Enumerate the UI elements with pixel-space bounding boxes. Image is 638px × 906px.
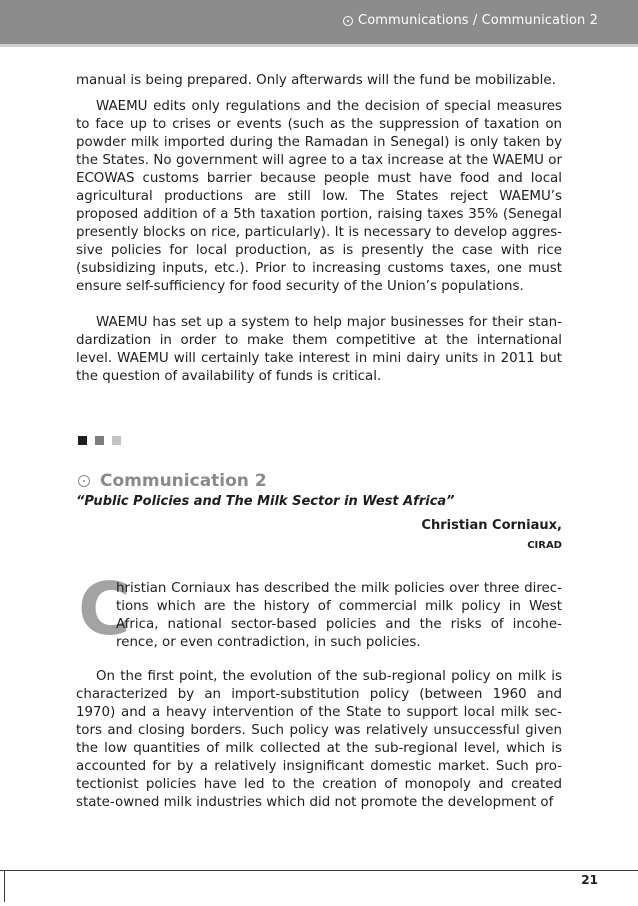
square-dark-icon (78, 436, 87, 445)
article-paragraph-1 (76, 567, 562, 652)
author-affiliation: CIRAD (527, 540, 562, 551)
intro-paragraph-2: WAEMU edits only regulations and the decision of special measures to face up to crises or events (such as the suppression of taxation on powder milk imported during the Ramadan in Senegal) is only taken by the States. No government will agree to a tax increase at the WAEMU or ECOWAS customs barrier because people must have food and local agricultural productions are still low. The States reject WAEMU’s proposed addition of a 5th taxation portion, raising taxes 35% (Senegal presently blocks on rice, particularly). It is necessary to develop aggres-sive policies for local production, as is presently the case with rice (subsidizing inputs, etc.). Prior to increasing customs taxes, one must ensure self-sufficiency for food security of the Union’s populations. (76, 99, 562, 294)
section-title: Communication 2 (100, 471, 267, 491)
author-name: Christian Corniaux, (421, 518, 562, 533)
drop-cap: C (78, 567, 131, 651)
drop-cap-spacer (76, 580, 116, 642)
intro-paragraph-3: WAEMU has set up a system to help major businesses for their stan-dardization in order to make them competitive at the international level. WAEMU will certainly take interest in mini dairy units in 2011 but the question of availability of funds is critical. (76, 315, 562, 384)
footer-rule (0, 870, 638, 871)
intro-paragraph-1: manual is being prepared. Only afterwards will the fund be mobilizable. (76, 73, 556, 88)
square-light-icon (112, 436, 121, 445)
decorative-squares (78, 436, 121, 445)
footer-tick (4, 870, 5, 902)
running-title: Communications / Communication 2 (358, 13, 598, 28)
section-heading (78, 471, 267, 491)
circle-bullet-icon (78, 475, 90, 487)
running-header (343, 13, 598, 28)
square-mid-icon (95, 436, 104, 445)
circle-bullet-icon (343, 16, 353, 26)
section-subtitle: “Public Policies and The Milk Sector in West Africa” (76, 494, 455, 509)
article-paragraph-2: On the first point, the evolution of the sub-regional policy on milk is characterized by an import-substitution policy (between 1960 and 1970) and a heavy intervention of the State to support local milk sec-tors and closing borders. Such policy was relatively unsuccessful given the low quantities of milk collected at the sub-regional level, which is accounted for by a relatively insignificant domestic market. Such pro-tectionist policies have led to the creation of monopoly and created state-owned milk industries which did not promote the development of (76, 669, 562, 810)
page-number: 21 (581, 873, 598, 887)
article-paragraph-1-text: hristian Corniaux has described the milk policies over three direc-tions which are the history of commercial milk policy in West Africa, national sector-based policies and the risks of incohe-rence, or even contradiction, in such policies. (116, 581, 562, 650)
header-band (0, 0, 638, 44)
